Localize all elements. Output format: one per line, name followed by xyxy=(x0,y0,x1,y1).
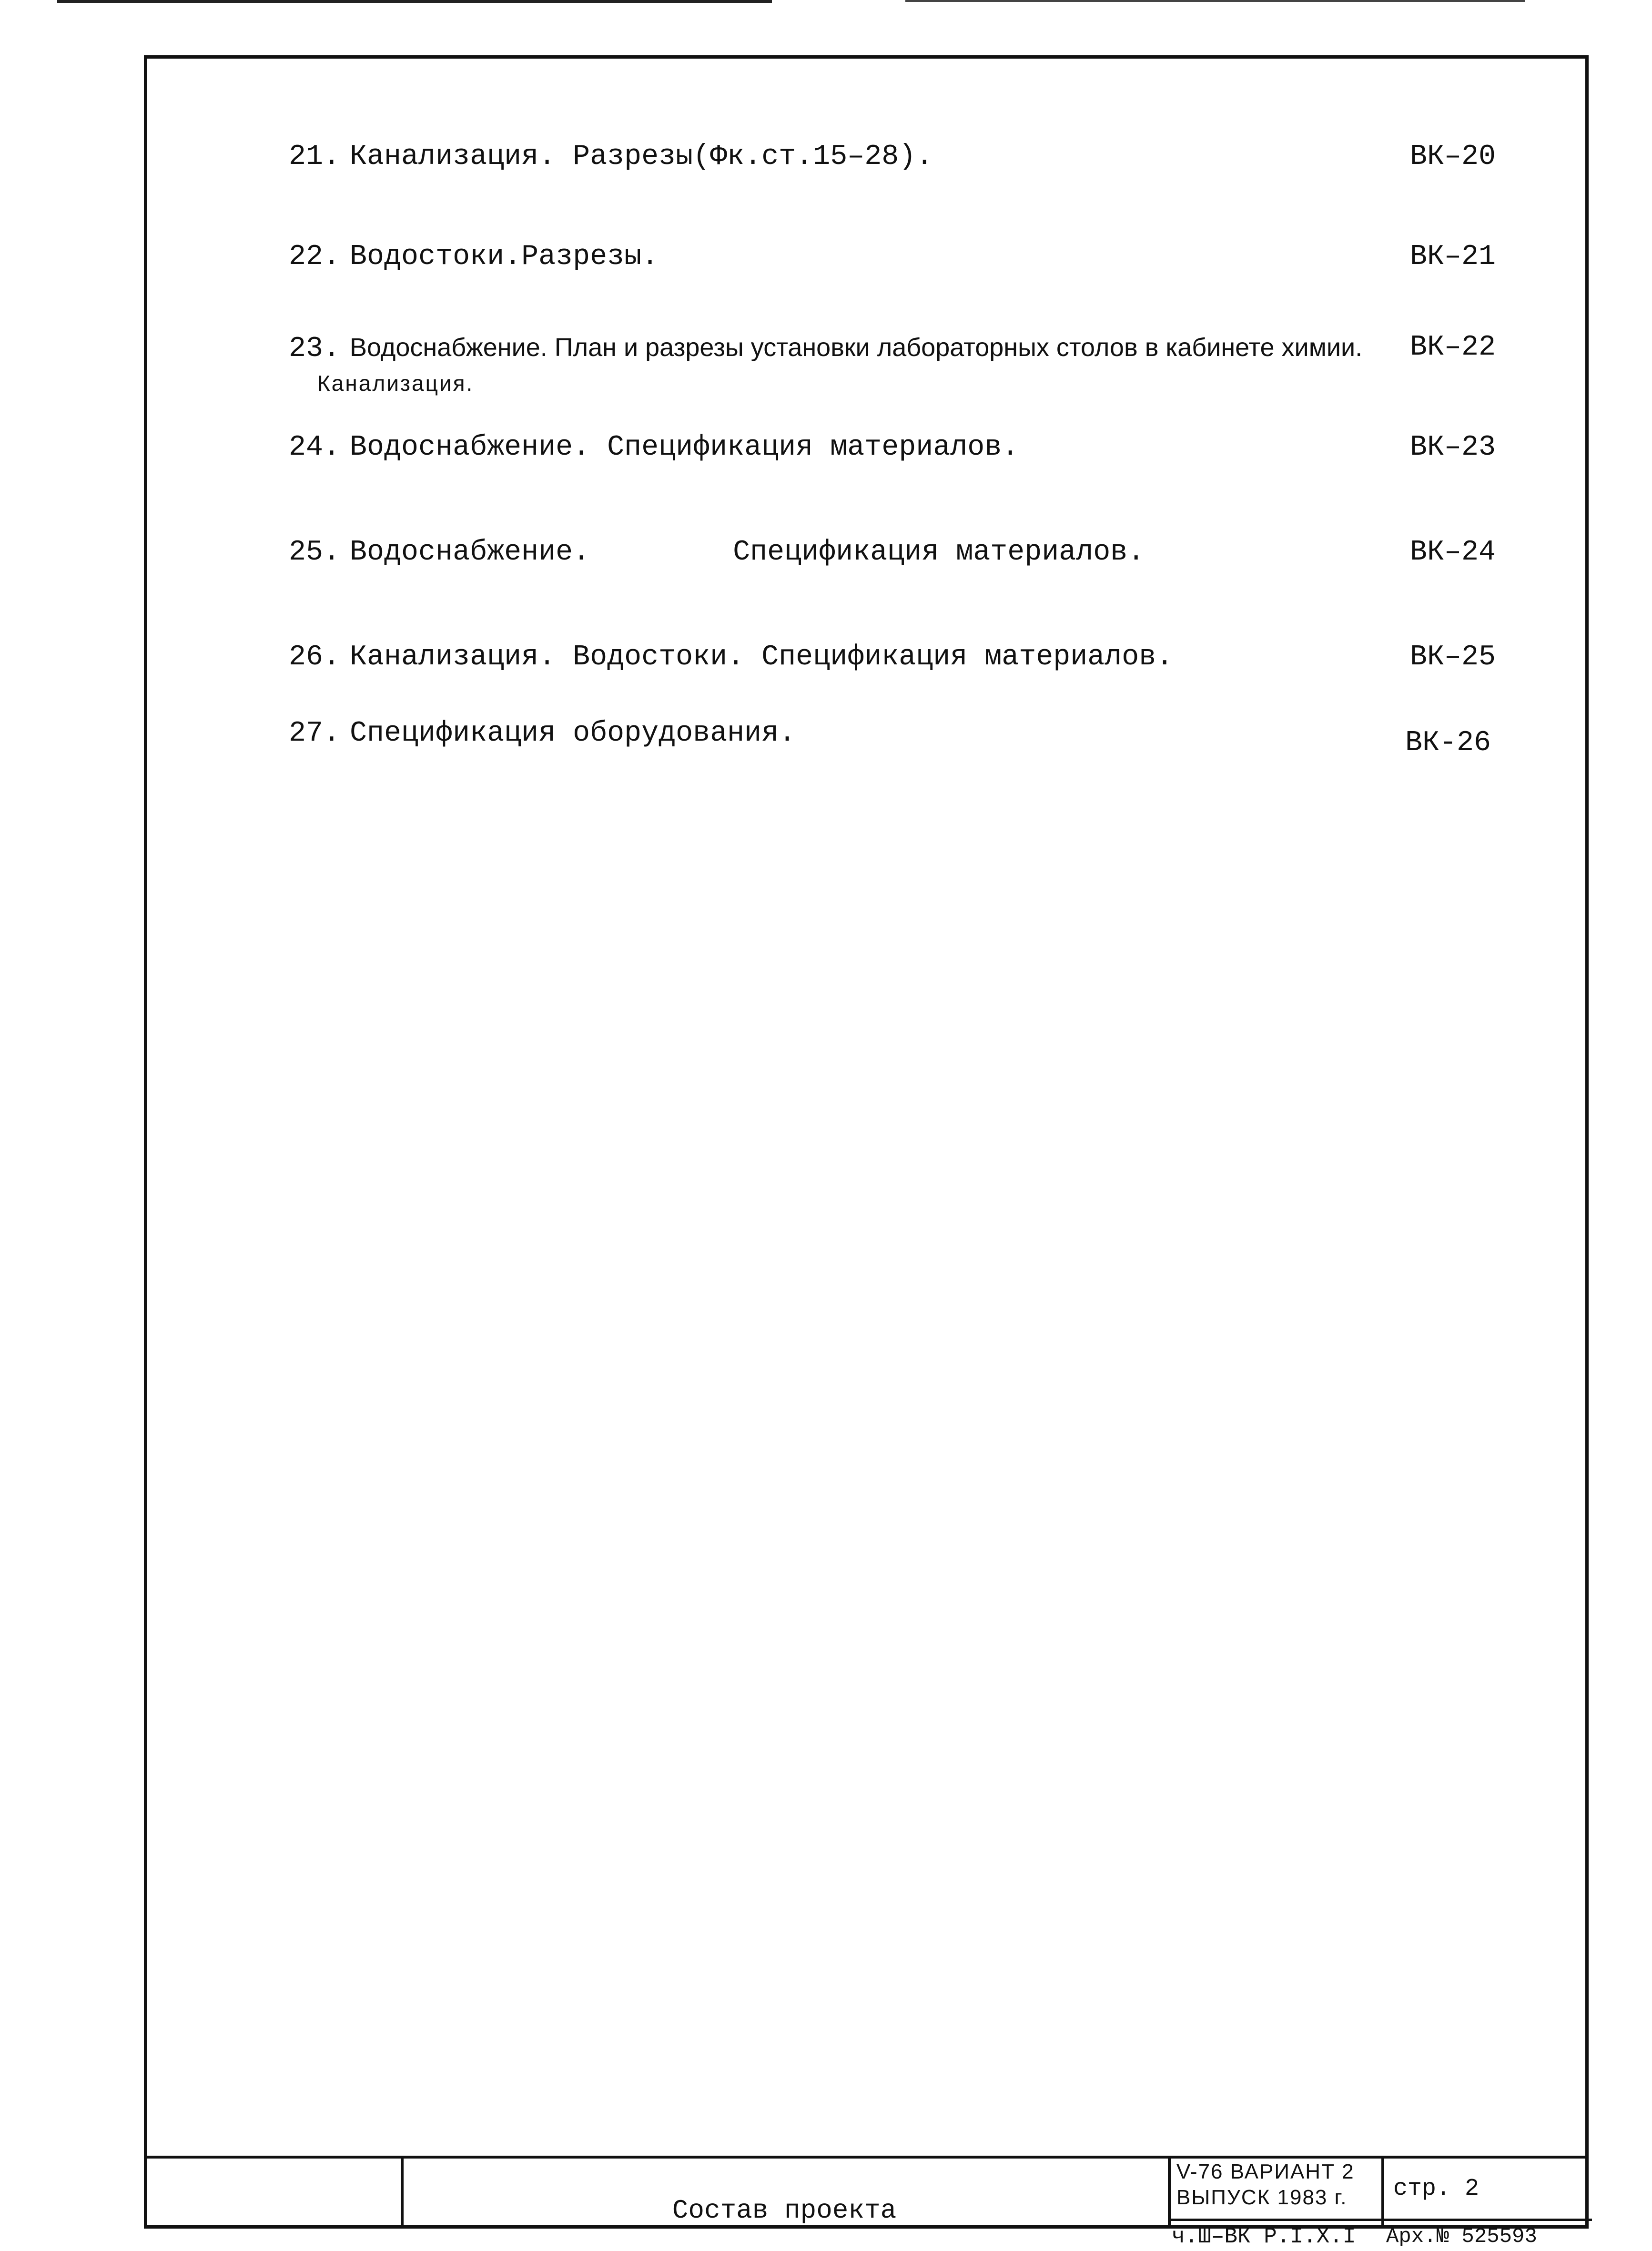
sheet-code: ВК–25 xyxy=(1410,641,1496,673)
entry-number: 23. xyxy=(289,333,341,365)
entry-text: Спецификация оборудования. xyxy=(350,717,796,750)
entry-text: Водостоки.Разрезы. xyxy=(350,241,659,273)
top-edge-line-right xyxy=(905,0,1525,2)
entry-number: 21. xyxy=(289,141,341,173)
entry-subtext: Канализация. xyxy=(317,371,474,396)
entry-text: Водоснабжение. Спецификация материалов. xyxy=(350,431,1019,464)
entry-number: 25. xyxy=(289,536,341,569)
entry-text: Водоснабжение. xyxy=(350,536,590,569)
document-title: Состав проекта xyxy=(672,2195,897,2226)
list-item xyxy=(289,430,1019,465)
list-item xyxy=(289,330,1362,400)
sheet-code: ВК–22 xyxy=(1410,331,1496,364)
list-item xyxy=(289,535,1145,570)
list-item xyxy=(289,240,659,274)
series-line-3: ч.Ш–ВК Р.I.Х.I xyxy=(1172,2224,1356,2249)
entry-text-2: Спецификация материалов. xyxy=(733,536,1145,569)
list-item xyxy=(289,140,933,174)
entry-text: Канализация. Водостоки. Спецификация материалов. xyxy=(350,641,1174,673)
sheet-code: ВК–24 xyxy=(1410,536,1496,569)
entry-number: 27. xyxy=(289,717,341,750)
title-block-inner-line xyxy=(1381,2219,1592,2221)
sheet-code: ВК-26 xyxy=(1405,727,1491,759)
series-line-2: ВЫПУСК 1983 г. xyxy=(1176,2186,1348,2209)
sheet-code: ВК–20 xyxy=(1410,141,1496,173)
top-edge-line xyxy=(57,0,772,3)
sheet-code: ВК–23 xyxy=(1410,431,1496,464)
page-label: стр. 2 xyxy=(1393,2175,1480,2202)
sheet-code: ВК–21 xyxy=(1410,241,1496,273)
title-block-divider xyxy=(1381,2156,1384,2225)
entry-number: 26. xyxy=(289,641,341,673)
entry-number: 22. xyxy=(289,241,341,273)
archive-number: Арх.№ 525593 xyxy=(1386,2225,1537,2249)
drawing-frame xyxy=(144,55,1589,2249)
title-block-top-line xyxy=(147,2156,1585,2159)
entry-text: Канализация. Разрезы(Фк.ст.15–28). xyxy=(350,141,933,173)
entry-text: Водоснабжение. План и разрезы установки лабораторных столов в кабинете химии. xyxy=(350,333,1363,362)
entry-number: 24. xyxy=(289,431,341,464)
list-item xyxy=(289,640,1173,674)
series-line-1: V-76 ВАРИАНТ 2 xyxy=(1176,2160,1355,2183)
list-item xyxy=(289,716,796,751)
title-block-divider xyxy=(1168,2156,1171,2225)
title-block-inner-line xyxy=(1168,2219,1381,2221)
